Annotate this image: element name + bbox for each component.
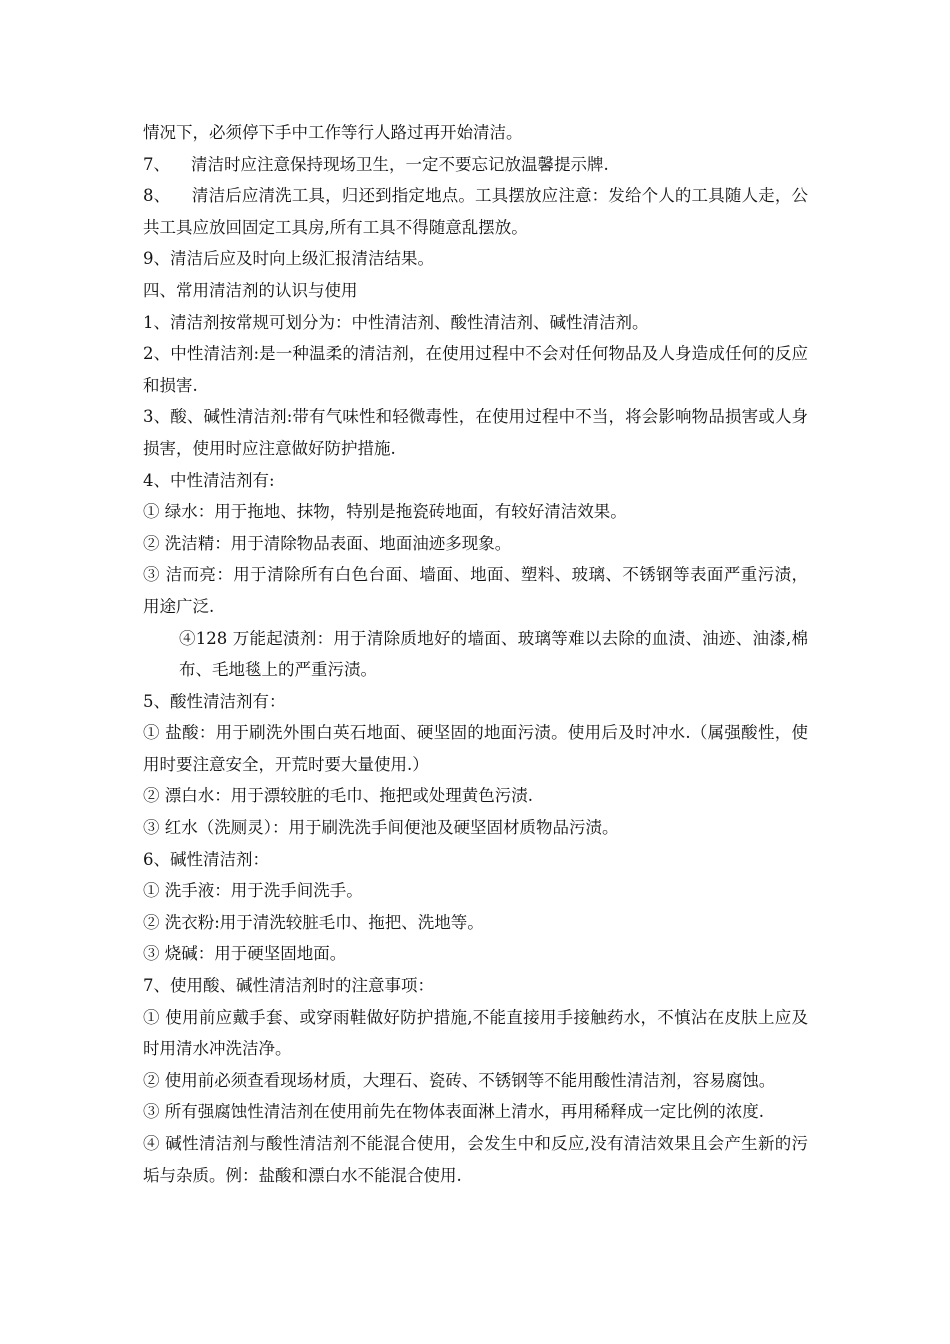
list-item: ① 盐酸：用于刷洗外围白英石地面、硬坚固的地面污渍。使用后及时冲水.（属强酸性，使用时要注意安全，开荒时要大量使用.） bbox=[143, 723, 808, 774]
list-item: ② 洗洁精：用于清除物品表面、地面油迹多现象。 bbox=[143, 533, 512, 553]
list-heading: 7、使用酸、碱性清洁剂时的注意事项： bbox=[143, 976, 434, 996]
list-heading: 5、酸性清洁剂有： bbox=[143, 691, 286, 711]
paragraph: 8、 清洁后应清洗工具，归还到指定地点。工具摆放应注意：发给个人的工具随人走，公共工具应放回固定工具房,所有工具不得随意乱摆放。 bbox=[143, 186, 808, 237]
paragraph: 7、 清洁时应注意保持现场卫生，一定不要忘记放温馨提示牌. bbox=[143, 154, 609, 174]
list-item: ① 使用前应戴手套、或穿雨鞋做好防护措施,不能直接用手接触药水，不慎沾在皮肤上应及时用清水冲洗洁净。 bbox=[143, 1007, 808, 1059]
list-item: ③ 红水（洗厕灵）：用于刷洗洗手间便池及硬坚固材质物品污渍。 bbox=[143, 818, 619, 838]
list-item: ③ 洁而亮：用于清除所有白色台面、墙面、地面、塑料、玻璃、不锈钢等表面严重污渍，用途广泛. bbox=[143, 565, 808, 616]
list-item: ② 漂白水：用于漂较脏的毛巾、拖把或处理黄色污渍. bbox=[143, 786, 533, 806]
list-item: ① 绿水：用于拖地、抹物，特别是拖瓷砖地面，有较好清洁效果。 bbox=[143, 502, 627, 522]
document-body bbox=[143, 117, 808, 1191]
list-item: ② 使用前必须查看现场材质，大理石、瓷砖、不锈钢等不能用酸性清洁剂，容易腐蚀。 bbox=[143, 1070, 776, 1090]
paragraph: 9、清洁后应及时向上级汇报清洁结果。 bbox=[143, 249, 434, 269]
paragraph: 1、清洁剂按常规可划分为：中性清洁剂、酸性清洁剂、碱性清洁剂。 bbox=[143, 312, 649, 332]
list-item: ③ 烧碱：用于硬坚固地面。 bbox=[143, 944, 347, 964]
list-heading: 4、中性清洁剂有: bbox=[143, 470, 275, 490]
paragraph: 2、中性清洁剂:是一种温柔的清洁剂，在使用过程中不会对任何物品及人身造成任何的反应和损害. bbox=[143, 344, 808, 395]
list-item: ④ 碱性清洁剂与酸性清洁剂不能混合使用，会发生中和反应,没有清洁效果且会产生新的污垢与杂质。例：盐酸和漂白水不能混合使用. bbox=[143, 1134, 808, 1185]
paragraph: 情况下，必须停下手中工作等行人路过再开始清洁。 bbox=[143, 123, 523, 142]
list-item: ② 洗衣粉:用于清洗较脏毛巾、拖把、洗地等。 bbox=[143, 912, 484, 932]
section-heading: 四、常用清洁剂的认识与使用 bbox=[143, 280, 358, 300]
paragraph: 3、酸、碱性清洁剂:带有气味性和轻微毒性，在使用过程中不当，将会影响物品损害或人身损害，使用时应注意做好防护措施. bbox=[143, 407, 808, 458]
list-item: ③ 所有强腐蚀性清洁剂在使用前先在物体表面淋上清水，再用稀释成一定比例的浓度. bbox=[143, 1102, 764, 1122]
list-item: ④128 万能起渍剂：用于清除质地好的墙面、玻璃等难以去除的血渍、油迹、油漆,棉布、毛地毯上的严重污渍。 bbox=[179, 628, 808, 680]
list-item: ① 洗手液：用于洗手间洗手。 bbox=[143, 881, 363, 901]
list-heading: 6、碱性清洁剂： bbox=[143, 849, 269, 869]
